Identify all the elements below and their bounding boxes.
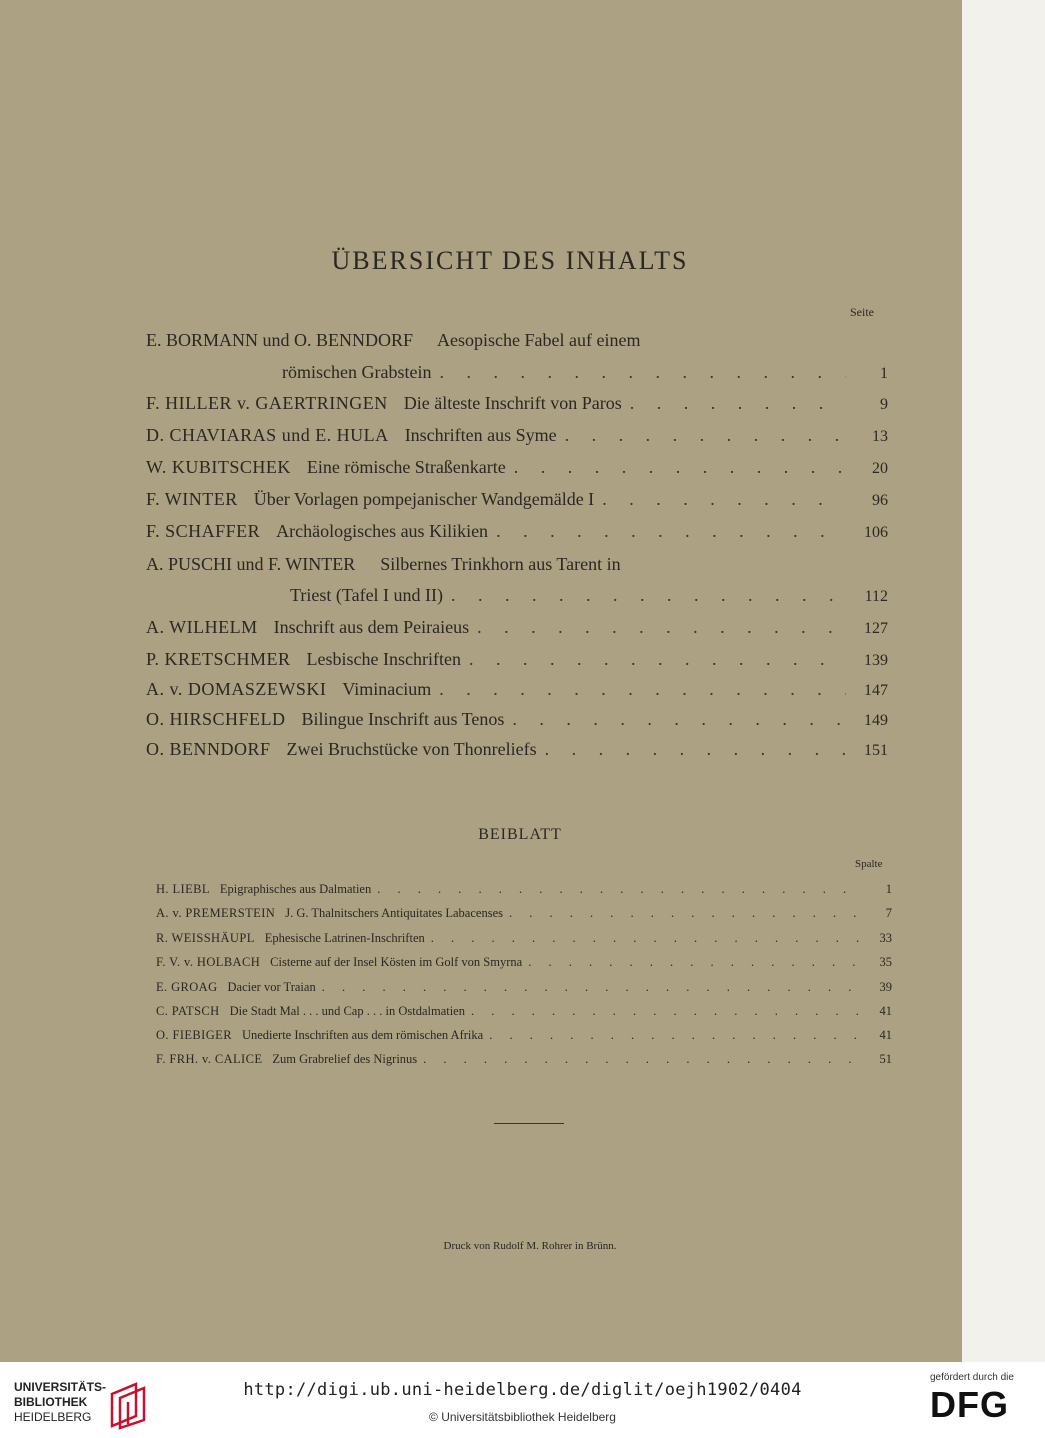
beiblatt-title-text: Dacier vor Traian xyxy=(227,980,316,994)
leader-dots xyxy=(451,585,846,606)
beiblatt-author: E. GROAG xyxy=(156,980,218,994)
leader-dots xyxy=(471,1004,864,1019)
toc-entry xyxy=(146,709,888,739)
beiblatt-author: C. PATSCH xyxy=(156,1004,220,1018)
leader-dots xyxy=(496,521,846,542)
beiblatt-title-text: Unedierte Inschriften aus dem römischen Afrika xyxy=(241,1028,484,1042)
viewer-footer xyxy=(0,1362,1045,1438)
beiblatt-column: 1 xyxy=(885,882,892,896)
toc-author: D. CHAVIARAS und E. HULA xyxy=(146,425,389,445)
toc-page: 127 xyxy=(864,620,888,637)
permalink-url[interactable]: http://digi.ub.uni-heidelberg.de/diglit/oejh1902/0404 xyxy=(243,1380,802,1400)
beiblatt-author: O. FIEBIGER xyxy=(156,1028,232,1042)
toc-title: Inschrift aus dem Peiraieus xyxy=(273,617,470,637)
toc-entry xyxy=(146,457,888,487)
toc-title: Eine römische Straßenkarte xyxy=(306,457,506,477)
dfg-wordmark: DFG xyxy=(930,1384,1009,1425)
beiblatt-author: F. V. v. HOLBACH xyxy=(156,955,261,969)
leader-dots xyxy=(602,489,846,510)
beiblatt-title-text: J. G. Thalnitschers Antiquitates Labacenses xyxy=(285,906,503,920)
printer-imprint: Druck von Rudolf M. Rohrer in Brünn. xyxy=(443,1240,617,1252)
toc-page: 139 xyxy=(864,652,888,669)
leader-dots xyxy=(545,739,846,760)
beiblatt-author: A. v. PREMERSTEIN xyxy=(156,906,276,920)
spalte-label: Spalte xyxy=(855,858,883,870)
toc-entry xyxy=(146,617,888,647)
toc-author: F. HILLER v. GAERTRINGEN xyxy=(146,393,388,413)
library-name-line3: HEIDELBERG xyxy=(14,1410,92,1424)
beiblatt-entry xyxy=(156,1052,892,1074)
beiblatt-author: H. LIEBL xyxy=(156,882,210,896)
leader-dots xyxy=(565,425,846,446)
leader-dots xyxy=(528,955,864,970)
leader-dots xyxy=(477,617,846,638)
toc-author: P. KRETSCHMER xyxy=(146,649,291,669)
toc-entry xyxy=(146,521,888,551)
beiblatt-entry xyxy=(156,882,892,904)
beiblatt-column: 35 xyxy=(879,955,892,969)
toc-entry xyxy=(146,489,888,519)
toc-title: Lesbische Inschriften xyxy=(306,649,461,669)
toc-author: A. PUSCHI und F. WINTER xyxy=(146,554,356,574)
page-margin xyxy=(962,0,1045,1362)
beiblatt-column: 33 xyxy=(879,931,892,945)
toc-page: 149 xyxy=(864,712,888,729)
beiblatt-entry xyxy=(156,955,892,977)
toc-page: 96 xyxy=(872,492,888,509)
toc-title: Triest (Tafel I und II) xyxy=(290,585,444,605)
toc-author: W. KUBITSCHEK xyxy=(146,457,291,477)
beiblatt-entry xyxy=(156,980,892,1002)
leader-dots xyxy=(630,393,846,414)
dfg-logo[interactable] xyxy=(930,1372,1038,1432)
toc-title: Inschriften aus Syme xyxy=(404,425,557,445)
leader-dots xyxy=(322,980,864,995)
toc-entry xyxy=(146,739,888,769)
toc-entry xyxy=(146,679,888,709)
beiblatt-column: 51 xyxy=(879,1052,892,1066)
toc-author: F. WINTER xyxy=(146,489,238,509)
beiblatt-entry xyxy=(156,1028,892,1050)
leader-dots xyxy=(512,709,846,730)
section-divider xyxy=(494,1123,564,1124)
beiblatt-author: R. WEISSHÄUPL xyxy=(156,931,255,945)
toc-entry-line1 xyxy=(146,330,640,351)
toc-author: A. v. DOMASZEWSKI xyxy=(146,679,327,699)
toc-entry xyxy=(146,649,888,679)
leader-dots xyxy=(514,457,846,478)
toc-author: O. BENNDORF xyxy=(146,739,271,759)
toc-page: 151 xyxy=(864,742,888,759)
leader-dots xyxy=(469,649,846,670)
seite-label: Seite xyxy=(850,305,874,319)
beiblatt-column: 41 xyxy=(879,1028,892,1042)
leader-dots xyxy=(377,882,864,897)
toc-author: F. SCHAFFER xyxy=(146,521,261,541)
leader-dots xyxy=(423,1052,864,1067)
toc-title: Viminacium xyxy=(342,679,432,699)
beiblatt-title: BEIBLATT xyxy=(478,826,562,843)
leader-dots xyxy=(509,906,864,921)
toc-author: A. WILHELM xyxy=(146,617,258,637)
beiblatt-column: 7 xyxy=(885,906,892,920)
toc-page: 9 xyxy=(880,396,888,413)
leader-dots xyxy=(439,362,846,383)
beiblatt-entry xyxy=(156,931,892,953)
leader-dots xyxy=(489,1028,864,1043)
toc-page: 106 xyxy=(864,524,888,541)
beiblatt-title-text: Zum Grabrelief des Nigrinus xyxy=(272,1052,418,1066)
toc-author: E. BORMANN und O. BENNDORF xyxy=(146,330,414,350)
toc-page: 112 xyxy=(864,588,888,605)
toc-entry xyxy=(282,362,888,392)
library-name-line2: BIBLIOTHEK xyxy=(14,1395,88,1409)
toc-title: Über Vorlagen pompejanischer Wandgemälde I xyxy=(253,489,595,509)
toc-page: 13 xyxy=(872,428,888,445)
toc-title: Aesopische Fabel auf einem xyxy=(437,330,641,350)
beiblatt-title-text: Epigraphisches aus Dalmatien xyxy=(219,882,372,896)
toc-entry xyxy=(290,585,888,615)
beiblatt-title-text: Ephesische Latrinen-Inschriften xyxy=(264,931,425,945)
beiblatt-author: F. FRH. v. CALICE xyxy=(156,1052,263,1066)
toc-title: Die älteste Inschrift von Paros xyxy=(403,393,622,413)
page-title: ÜBERSICHT DES INHALTS xyxy=(331,246,689,275)
toc-page: 147 xyxy=(864,682,888,699)
toc-title: römischen Grabstein xyxy=(282,362,432,382)
toc-title: Archäologisches aus Kilikien xyxy=(276,521,489,541)
toc-entry xyxy=(146,393,888,423)
copyright-notice: © Universitätsbibliothek Heidelberg xyxy=(429,1410,616,1424)
toc-title: Bilingue Inschrift aus Tenos xyxy=(301,709,505,729)
leader-dots xyxy=(439,679,846,700)
toc-title: Zwei Bruchstücke von Thonreliefs xyxy=(286,739,537,759)
beiblatt-title-text: Die Stadt Mal . . . und Cap . . . in Ostdalmatien xyxy=(229,1004,465,1018)
leader-dots xyxy=(431,931,864,946)
toc-title: Silbernes Trinkhorn aus Tarent in xyxy=(380,554,621,574)
beiblatt-entry xyxy=(156,906,892,928)
beiblatt-column: 39 xyxy=(879,980,892,994)
funding-caption: gefördert durch die xyxy=(930,1372,1014,1383)
toc-entry xyxy=(146,425,888,455)
beiblatt-entry xyxy=(156,1004,892,1026)
library-name-line1: UNIVERSITÄTS- xyxy=(14,1380,107,1394)
toc-page: 20 xyxy=(872,460,888,477)
beiblatt-title-text: Cisterne auf der Insel Kösten im Golf von Smyrna xyxy=(270,955,523,969)
beiblatt-column: 41 xyxy=(879,1004,892,1018)
toc-page: 1 xyxy=(880,365,888,382)
toc-entry-line1 xyxy=(146,554,621,575)
toc-author: O. HIRSCHFELD xyxy=(146,709,286,729)
